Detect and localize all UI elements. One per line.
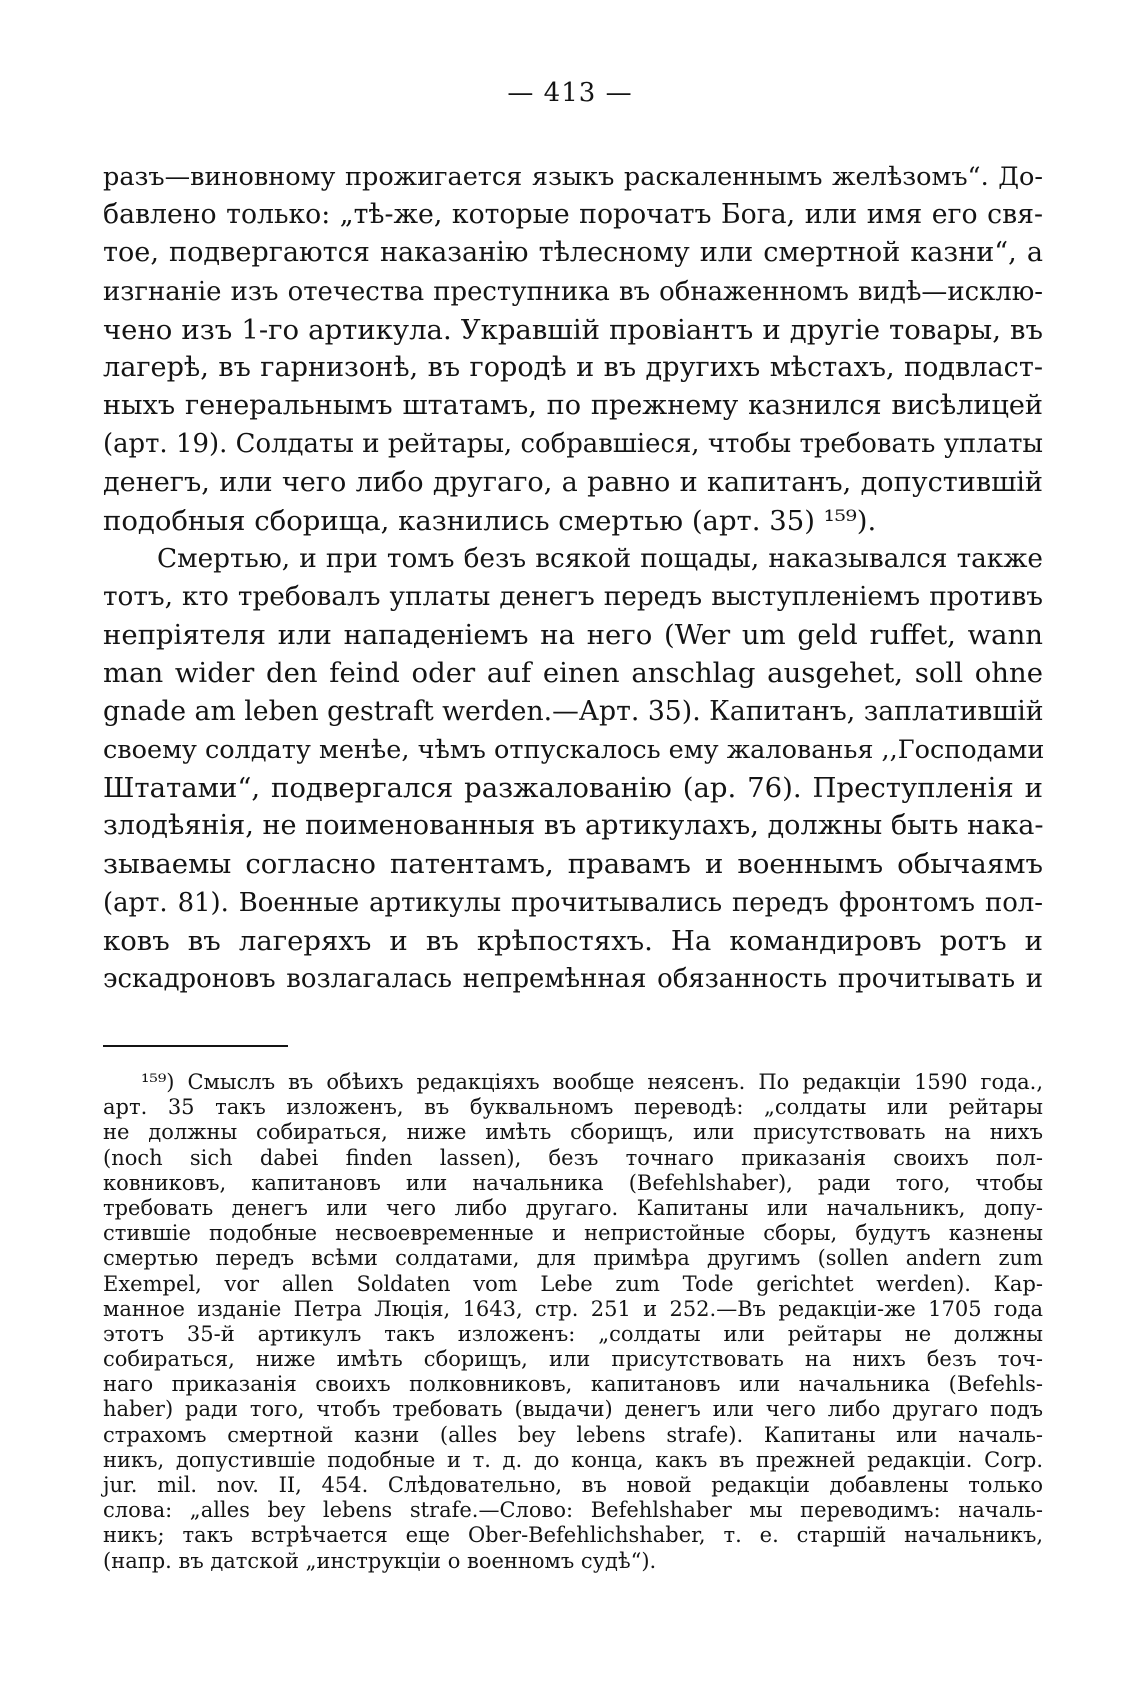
text-line: Штатами“, подвергался разжалованію (ар. 76). Преступленія и bbox=[103, 772, 1043, 804]
text-line: (арт. 81). Военные артикулы прочитывались передъ фронтомъ пол- bbox=[103, 887, 1043, 918]
text-line: лагерѣ, въ гарнизонѣ, въ городѣ и въ другихъ мѣстахъ, подвласт- bbox=[103, 351, 1043, 383]
text-line: (арт. 19). Солдаты и рейтары, собравшіеся, чтобы требовать уплаты bbox=[103, 429, 1043, 460]
footnote-line: манное изданіе Петра Люція, 1643, стр. 251 и 252.—Въ редакціи-же 1705 года bbox=[103, 1296, 1043, 1321]
page-number: — 413 — bbox=[507, 78, 633, 108]
text-line: денегъ, или чего либо другаго, а равно и капитанъ, допустившій bbox=[103, 466, 1043, 498]
footnote-line: Exempel, vor allen Soldaten vom Lebe zum Tode gerichtet werden). Кар- bbox=[103, 1271, 1043, 1296]
text-line: разъ—виновному прожигается языкъ раскаленнымъ желѣзомъ“. До- bbox=[103, 162, 1043, 192]
text-line: тое, подвергаются наказанію тѣлесному или смертной казни“, а bbox=[103, 237, 1043, 269]
footnote-line: слова: „alles bey lebens strafe.—Слово: Befehlshaber мы переводимъ: началь- bbox=[103, 1498, 1043, 1523]
text-line: man wider den feind oder auf einen anschlag ausgehet, soll ohne bbox=[103, 657, 1043, 690]
text-line: ковъ въ лагеряхъ и въ крѣпостяхъ. На командировъ ротъ и bbox=[103, 924, 1043, 957]
text-line: эскадроновъ возлагалась непремѣнная обязанность прочитывать и bbox=[103, 963, 1043, 994]
text-line: злодѣянія, не поименованныя въ артикулахъ, должны быть нака- bbox=[103, 810, 1044, 842]
text-line: чено изъ 1-го артикула. Укравшій провіантъ и другіе товары, въ bbox=[103, 313, 1043, 346]
text-line: подобныя сборища, казнились смертью (арт. 35) ¹⁵⁹). bbox=[103, 504, 877, 537]
footnote-line: наго приказанія своихъ полковниковъ, капитановъ или начальника (Befehls- bbox=[103, 1372, 1043, 1397]
footnote-divider bbox=[103, 1045, 288, 1047]
footnote-line: требовать денегъ или чего либо другаго. Капитаны или начальникъ, допу- bbox=[103, 1195, 1043, 1220]
footnote-line: ¹⁵⁹) Смыслъ въ обѣихъ редакціяхъ вообще неясенъ. По редакціи 1590 года., bbox=[141, 1070, 1043, 1094]
footnote-line: ковниковъ, капитановъ или начальника (Befehlshaber), ради того, чтобы bbox=[103, 1170, 1043, 1195]
footnote-line: (напр. въ датской „инструкціи о военномъ судѣ“). bbox=[103, 1548, 657, 1573]
footnote-line: собираться, ниже имѣть сборищъ, или присутствовать на нихъ безъ точ- bbox=[103, 1347, 1043, 1372]
main-text bbox=[103, 158, 1043, 998]
footnote-line: стившіе подобные несвоевременные и непристойные сборы, будутъ казнены bbox=[103, 1221, 1043, 1246]
footnotes bbox=[103, 1070, 1043, 1574]
footnote-line: никъ, допустившіе подобные и т. д. до конца, какъ въ прежней редакціи. Corp. bbox=[103, 1447, 1043, 1472]
footnote-line: не должны собираться, ниже имѣть сборищъ, или присутствовать на нихъ bbox=[103, 1120, 1043, 1145]
text-line: ныхъ генеральнымъ штатамъ, по прежнему казнился висѣлицей bbox=[103, 390, 1043, 422]
footnote-line: (noch sich dabei finden lassen), безъ точнаго приказанія своихъ пол- bbox=[103, 1145, 1043, 1170]
text-line: gnade am leben gestraft werden.—Арт. 35). Капитанъ, заплатившій bbox=[103, 695, 1044, 727]
footnote-line: страхомъ смертной казни (alles bey lebens strafe). Капитаны или началь- bbox=[103, 1422, 1043, 1447]
text-line: своему солдату менѣе, чѣмъ отпускалось ему жалованья ,,Господами bbox=[103, 734, 1045, 765]
text-line: непріятеля или нападеніемъ на него (Wer um geld ruffet, wann bbox=[103, 619, 1043, 652]
text-line: Смертью, и при томъ безъ всякой пощады, наказывался также bbox=[157, 543, 1043, 574]
footnote-line: haber) ради того, чтобъ требовать (выдачи) денегъ или чего либо другаго подъ bbox=[103, 1397, 1043, 1422]
footnote-line: арт. 35 такъ изложенъ, въ буквальномъ переводѣ: „солдаты или рейтары bbox=[103, 1095, 1043, 1120]
text-line: изгнаніе изъ отечества преступника въ обнаженномъ видѣ—исклю- bbox=[103, 276, 1043, 307]
footnote-line: никъ; такъ встрѣчается еще Ober-Befehlichshaber, т. е. старшій начальникъ, bbox=[103, 1523, 1043, 1548]
footnote-line: этотъ 35-й артикулъ такъ изложенъ: „солдаты или рейтары не должны bbox=[103, 1321, 1043, 1346]
footnote-line: смертью передъ всѣми солдатами, для примѣра другимъ (sollen andern zum bbox=[103, 1246, 1043, 1271]
footnote-line: jur. mil. nov. II, 454. Слѣдовательно, въ новой редакціи добавлены только bbox=[103, 1473, 1043, 1497]
text-line: зываемы согласно патентамъ, правамъ и военнымъ обычаямъ bbox=[103, 848, 1043, 881]
text-line: бавлено только: „тѣ-же, которые порочатъ Бога, или имя его свя- bbox=[103, 199, 1043, 231]
text-line: тотъ, кто требовалъ уплаты денегъ передъ выступленіемъ противъ bbox=[103, 582, 1043, 613]
